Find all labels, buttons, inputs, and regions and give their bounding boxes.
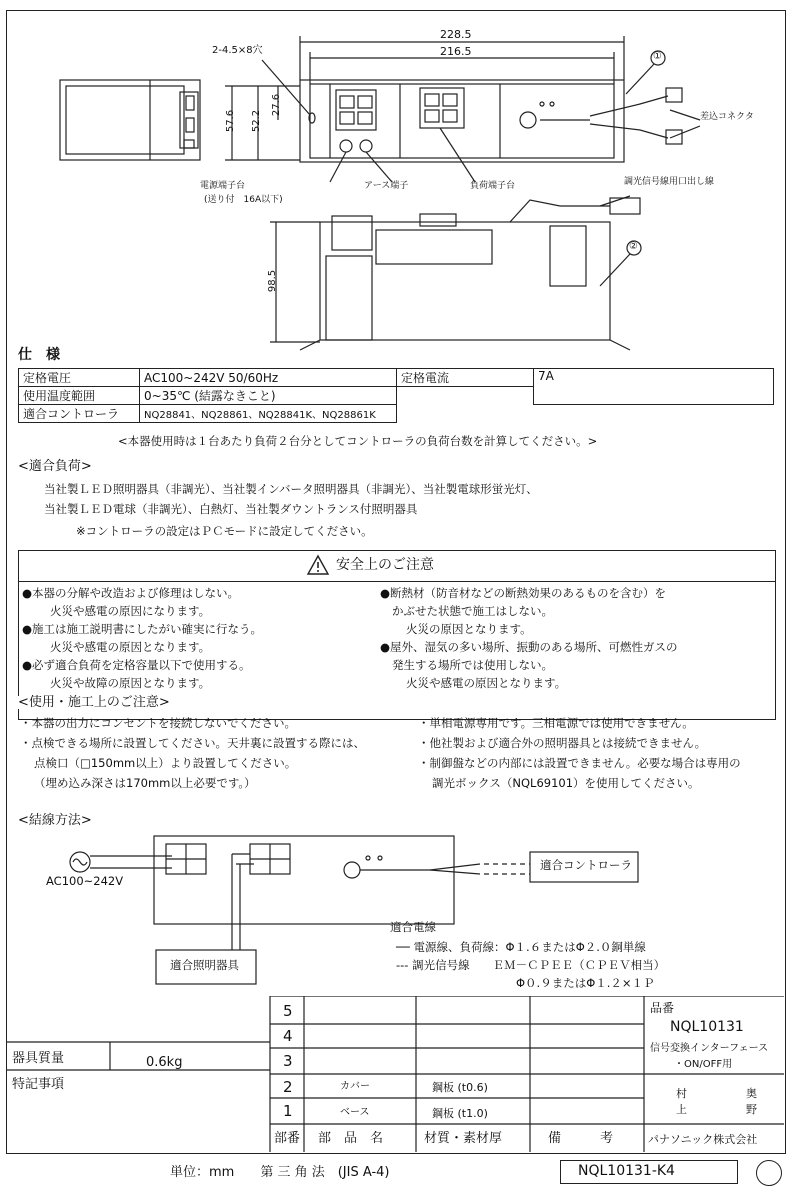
rated-current-value: 7A <box>534 369 774 405</box>
label-power-terminal-note: (送り付 16A以下) <box>204 195 283 205</box>
usage-l4: （埋め込み深さは170mm以上必要です。） <box>34 776 256 790</box>
safety-l6: 火災や故障の原因となります。 <box>50 676 211 690</box>
dim-276: 27.6 <box>271 93 283 117</box>
rated-voltage-value: AC100~242V 50/60Hz <box>140 369 397 387</box>
usage-l1: ・本器の出力にコンセントを接続しないでください。 <box>20 716 296 730</box>
load-line2: 当社製ＬＥＤ電球（非調光）、白熱灯、当社製ダウントランス付照明器具 <box>44 502 418 516</box>
safety-title: 安全上のご注意 <box>336 557 434 573</box>
mass-label: 器具質量 <box>12 1051 65 1066</box>
row-no-1: 1 <box>283 1102 293 1120</box>
safety-r1: ●断熱材（防音材などの断熱効果のあるものを含む）を <box>380 586 667 600</box>
temp-label: 使用温度範囲 <box>19 387 140 405</box>
safety-r6: 火災や感電の原因となります。 <box>406 676 567 690</box>
wire-power: ── 電源線、負荷線：Φ１.６またはΦ２.０銅単線 <box>396 940 646 954</box>
company-name: パナソニック株式会社 <box>648 1133 758 1146</box>
row-no-3: 3 <box>283 1052 293 1070</box>
load-line1: 当社製ＬＥＤ照明器具（非調光）、当社製インバータ照明器具（非調光）、当社製電球形蛍光灯、 <box>44 482 538 496</box>
part-1: ベース <box>340 1107 370 1118</box>
footer-docno: NQL10131-K4 <box>578 1163 675 1179</box>
dim-522: 52.2 <box>251 109 263 133</box>
label-power-terminal: 電源端子台 <box>200 181 246 191</box>
dim-width-2285: 228.5 <box>440 28 472 41</box>
load-heading: <適合負荷> <box>18 459 92 474</box>
wiring-source: AC100~242V <box>46 874 124 888</box>
top-view-body <box>300 80 624 162</box>
safety-r2: かぶせた状態で施工はしない。 <box>392 604 553 618</box>
usage-r3: ・制御盤などの内部には設置できません。必要な場合は専用の <box>418 756 741 770</box>
signature-2b: 野 <box>746 1103 757 1116</box>
dim-width-2165: 216.5 <box>440 45 472 58</box>
safety-r5: 発生する場所では使用しない。 <box>392 658 553 672</box>
spec-note: <本器使用時は１台あたり負荷２台分としてコントローラの負荷台数を計算してください。> <box>118 434 598 448</box>
safety-l3: ●施工は施工説明書にしたがい確実に行なう。 <box>22 622 263 636</box>
controller-value: NQ28841、NQ28861、NQ28841K、NQ28861K <box>140 405 397 423</box>
spec-table <box>18 368 774 423</box>
product-name: 信号変換インターフェース <box>650 1043 769 1054</box>
header-material: 材質・素材厚 <box>424 1131 503 1146</box>
load-line3: ※コントローラの設定はＰＣモードに設定してください。 <box>76 524 373 538</box>
signature-1b: 奥 <box>746 1087 757 1100</box>
row-no-5: 5 <box>283 1002 293 1020</box>
usage-r1: ・単相電源専用です。三相電源では使用できません。 <box>418 716 694 730</box>
hinban-label: 品番 <box>650 1001 675 1015</box>
wire-title: 適合電線 <box>390 920 436 934</box>
warning-icon <box>306 554 330 576</box>
part-2: カバー <box>340 1081 370 1092</box>
wiring-controller: 適合コントローラ <box>540 858 632 872</box>
safety-l1: ●本器の分解や改造および修理はしない。 <box>22 586 240 600</box>
hinban: NQL10131 <box>670 1019 744 1035</box>
material-2: 鋼板 (t0.6) <box>432 1081 488 1094</box>
header-part-no: 部番 <box>274 1131 301 1146</box>
usage-r2: ・他社製および適合外の照明器具とは接続できません。 <box>418 736 707 750</box>
signature-1a: 村 <box>676 1087 687 1100</box>
safety-r3: 火災の原因となります。 <box>406 622 532 636</box>
wiring-unit <box>154 836 454 924</box>
controller-label: 適合コントローラ <box>19 405 140 423</box>
signature-2a: 上 <box>676 1103 687 1116</box>
wiring-diagram <box>0 830 790 990</box>
remarks-label: 特記事項 <box>12 1077 65 1092</box>
row-no-4: 4 <box>283 1027 293 1045</box>
footer-unit: 単位：mm 第 三 角 法 (JIS A-4) <box>170 1165 390 1180</box>
front-view-body <box>320 222 610 340</box>
dim-985: 98.5 <box>267 269 279 293</box>
row-no-2: 2 <box>283 1078 293 1096</box>
rated-current-label: 定格電流 <box>397 369 534 387</box>
mass-value: 0.6kg <box>146 1055 183 1070</box>
earth-terminal <box>340 140 352 152</box>
wiring-fixture: 適合照明器具 <box>170 958 239 972</box>
wire-signal: --- 調光信号線 ＥＭ－ＣＰＥＥ（ＣＰＥＶ相当） <box>396 958 666 972</box>
callout-1: ① <box>653 51 662 62</box>
safety-r4: ●屋外、湿気の多い場所、振動のある場所、可燃性ガスの <box>380 640 678 654</box>
safety-l4: 火災や感電の原因となります。 <box>50 640 211 654</box>
temp-value: 0~35℃ (結露なきこと) <box>140 387 397 405</box>
usage-l2: ・点検できる場所に設置してください。天井裏に設置する際には、 <box>20 736 365 750</box>
usage-heading: <使用・施工上のご注意> <box>18 695 170 710</box>
revision-circle <box>756 1160 782 1186</box>
wiring-heading: <結線方法> <box>18 813 92 828</box>
material-1: 鋼板 (t1.0) <box>432 1107 488 1120</box>
usage-l3: 点検口（□150mm以上）より設置してください。 <box>34 756 297 770</box>
header-note: 備 考 <box>548 1131 614 1146</box>
label-load-terminal: 負荷端子台 <box>470 181 516 191</box>
label-earth-terminal: アース端子 <box>364 181 409 191</box>
usage-r4: 調光ボックス（NQL69101）を使用してください。 <box>432 776 700 790</box>
spec-heading: 仕 様 <box>18 347 60 363</box>
callout-2: ② <box>629 241 638 252</box>
dim-hole: 2-4.5×8穴 <box>212 45 263 56</box>
header-part-name: 部 品 名 <box>318 1131 384 1146</box>
side-view-body <box>60 80 200 160</box>
product-sub: ・ON/OFF用 <box>674 1059 733 1070</box>
wire-signal2: Φ０.９またはΦ１.２×１Ｐ <box>516 976 655 990</box>
rated-voltage-label: 定格電圧 <box>19 369 140 387</box>
dim-576: 57.6 <box>225 109 237 133</box>
safety-l5: ●必ず適合負荷を定格容量以下で使用する。 <box>22 658 251 672</box>
label-signal-outlet: 調光信号線用口出し線 <box>624 177 715 187</box>
safety-l2: 火災や感電の原因になります。 <box>50 604 211 618</box>
label-connector: 差込コネクタ <box>700 112 754 122</box>
